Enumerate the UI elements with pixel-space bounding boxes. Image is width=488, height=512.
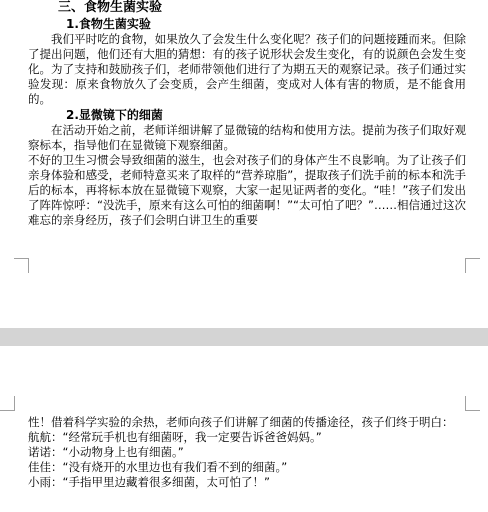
paragraph-continuation: 性！借着科学实验的余热，老师向孩子们讲解了细菌的传播途径，孩子们终于明白： bbox=[28, 415, 454, 429]
quote-xiaoyu: 小雨：“手指甲里边藏着很多细菌，太可怕了！” bbox=[28, 475, 270, 489]
subheading-food-bacteria: 1.食物生菌实验 bbox=[66, 17, 151, 31]
section-heading: 三、食物生菌实验 bbox=[58, 0, 163, 15]
margin-marker-bottom-right bbox=[465, 258, 480, 273]
page-1-content bbox=[28, 0, 466, 228]
page-2-content bbox=[28, 415, 466, 490]
page-gap bbox=[0, 328, 488, 346]
document-page-2 bbox=[0, 346, 488, 512]
margin-marker-top-left bbox=[0, 396, 15, 411]
quote-hanghang: 航航：“经常玩手机也有细菌呀，我一定要告诉爸爸妈妈。” bbox=[28, 430, 322, 444]
quote-jiajia: 佳佳：“没有烧开的水里边也有我们看不到的细菌。” bbox=[28, 460, 288, 474]
paragraph-microscope-intro: 在活动开始之前，老师详细讲解了显微镜的结构和使用方法。提前为孩子们取好观察标本，指导他们在显微镜下观察细菌。 bbox=[28, 123, 466, 152]
quote-nuonuo: 诺诺：“小动物身上也有细菌。” bbox=[28, 445, 184, 459]
margin-marker-bottom-left bbox=[14, 258, 29, 273]
margin-marker-top-right bbox=[465, 396, 480, 411]
paragraph-hygiene: 不好的卫生习惯会导致细菌的滋生，也会对孩子们的身体产生不良影响。为了让孩子们亲身体验和感受，老师特意买来了取样的“营养琼脂”，提取孩子们洗手前的标本和洗手后的标本，再将标本放在显微镜下观察，大家一起见证两者的变化。“哇！”孩子们发出了阵阵惊呼：“没洗手，原来有这么可怕的细菌啊！”“太可怕了吧？”……相信通过这次难忘的亲身经历，孩子们会明白讲卫生的重要 bbox=[28, 153, 466, 227]
subheading-microscope: 2.显微镜下的细菌 bbox=[66, 108, 163, 122]
paragraph-food-bacteria: 我们平时吃的食物，如果放久了会发生什么变化呢？孩子们的问题接踵而来。但除了提出问题，他们还有大胆的猜想：有的孩子说形状会发生变化，有的说颜色会发生变化。为了支持和鼓励孩子们，老师带领他们进行了为期五天的观察记录。孩子们通过实验发现：原来食物放久了会变质，会产生细菌，变成对人体有害的物质，是不能食用的。 bbox=[28, 32, 466, 106]
